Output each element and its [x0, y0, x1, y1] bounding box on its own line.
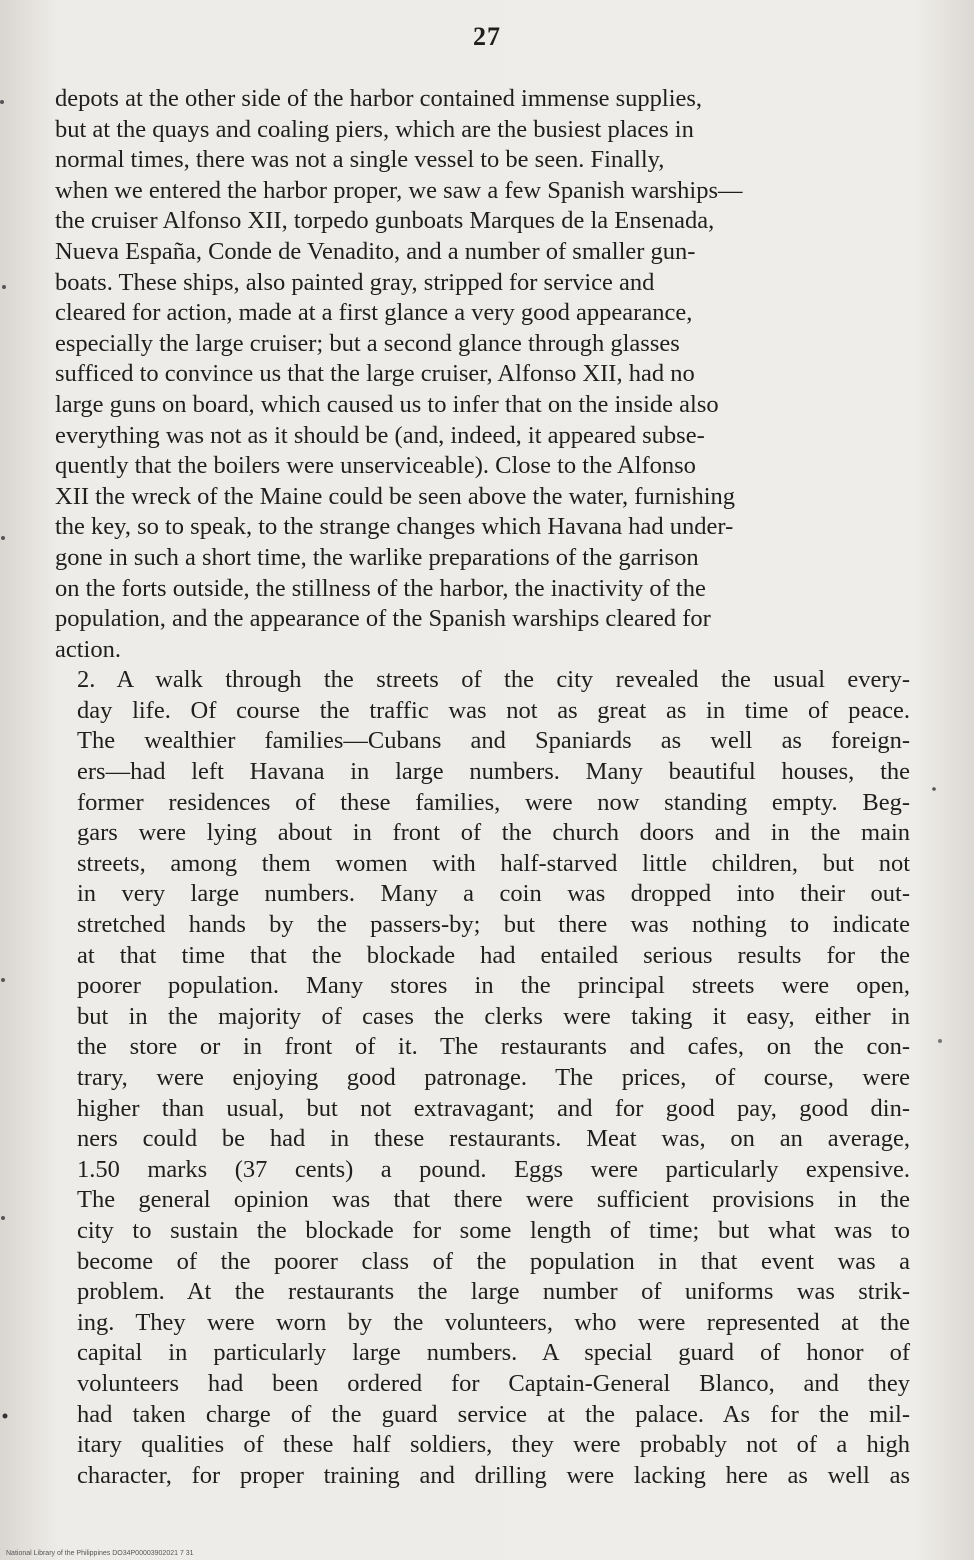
text-line: sufficed to convince us that the large cruiser, Alfonso XII, had no	[55, 360, 695, 388]
text-line: the store or in front of it. The restaurants and cafes, on the con-	[77, 1033, 910, 1061]
page-number: 27	[473, 22, 501, 51]
text-body	[55, 84, 910, 1491]
text-line: large guns on board, which caused us to infer that on the inside also	[55, 390, 719, 418]
text-line: quently that the boilers were unserviceable). Close to the Alfonso	[55, 452, 696, 480]
text-line: streets, among them women with half-starved little children, but not	[77, 849, 910, 877]
text-line: gars were lying about in front of the church doors and in the main	[77, 819, 910, 847]
text-line: had taken charge of the guard service at the palace. As for the mil-	[77, 1400, 910, 1428]
text-line: everything was not as it should be (and, indeed, it appeared subse-	[55, 421, 705, 449]
text-line: the key, so to speak, to the strange changes which Havana had under-	[55, 513, 734, 541]
text-line: boats. These ships, also painted gray, stripped for service and	[55, 268, 655, 296]
text-line: ners could be had in these restaurants. Meat was, on an average,	[77, 1125, 910, 1153]
speck-mark	[1, 978, 5, 982]
text-line: in very large numbers. Many a coin was dropped into their out-	[77, 880, 910, 908]
speck-mark	[1, 536, 5, 540]
text-line: action.	[55, 635, 121, 663]
library-footer: National Library of the Philippines DO34P00003902021 7 31	[6, 1550, 194, 1557]
text-line: normal times, there was not a single vessel to be seen. Finally,	[55, 146, 665, 174]
text-line: day life. Of course the traffic was not as great as in time of peace.	[77, 696, 910, 724]
text-line: 1.50 marks (37 cents) a pound. Eggs were particularly expensive.	[77, 1155, 910, 1183]
text-line: problem. At the restaurants the large number of uniforms was strik-	[77, 1278, 910, 1306]
speck-mark	[3, 1414, 8, 1419]
text-line: XII the wreck of the Maine could be seen above the water, furnishing	[55, 482, 736, 510]
text-line: trary, were enjoying good patronage. The prices, of course, were	[77, 1064, 910, 1091]
text-line: especially the large cruiser; but a second glance through glasses	[55, 329, 680, 357]
text-line: when we entered the harbor proper, we saw a few Spanish warships—	[55, 176, 743, 204]
text-line: but at the quays and coaling piers, which are the busiest places in	[55, 115, 694, 143]
text-line: population, and the appearance of the Spanish warships cleared for	[55, 605, 711, 633]
text-line: city to sustain the blockade for some length of time; but what was to	[77, 1216, 910, 1244]
text-line: former residences of these families, were now standing empty. Beg-	[77, 788, 910, 816]
speck-mark	[1, 1216, 5, 1220]
text-line: higher than usual, but not extravagant; and for good pay, good din-	[77, 1094, 910, 1122]
speck-mark	[2, 285, 6, 289]
text-line: cleared for action, made at a first glance a very good appearance,	[55, 299, 693, 327]
paragraph-2	[55, 665, 910, 1491]
text-line: on the forts outside, the stillness of the harbor, the inactivity of the	[55, 574, 706, 602]
speck-mark	[938, 1039, 942, 1043]
text-line: but in the majority of cases the clerks were taking it easy, either in	[77, 1002, 910, 1030]
text-line: Nueva España, Conde de Venadito, and a number of smaller gun-	[55, 237, 696, 265]
text-line: depots at the other side of the harbor contained immense supplies,	[55, 85, 703, 112]
text-line: volunteers had been ordered for Captain-General Blanco, and they	[77, 1369, 910, 1397]
text-line: capital in particularly large numbers. A special guard of honor of	[77, 1339, 910, 1367]
text-line: The wealthier families—Cubans and Spaniards as well as foreign-	[77, 727, 910, 755]
text-line: gone in such a short time, the warlike preparations of the garrison	[55, 543, 699, 571]
text-line: character, for proper training and drilling were lacking here as well as	[77, 1461, 910, 1489]
speck-mark	[0, 100, 4, 104]
text-line: become of the poorer class of the population in that event was a	[77, 1247, 910, 1275]
text-line: the cruiser Alfonso XII, torpedo gunboats Marques de la Ensenada,	[55, 207, 715, 235]
text-line: ing. They were worn by the volunteers, who were represented at the	[77, 1308, 910, 1336]
speck-mark	[932, 787, 936, 791]
text-line: stretched hands by the passers-by; but there was nothing to indicate	[77, 911, 910, 939]
text-line: The general opinion was that there were sufficient provisions in the	[77, 1186, 910, 1214]
paragraph-1	[55, 84, 910, 665]
text-line: poorer population. Many stores in the principal streets were open,	[77, 972, 910, 1000]
text-line: 2. A walk through the streets of the city revealed the usual every-	[77, 666, 910, 694]
text-line: itary qualities of these half soldiers, they were probably not of a high	[77, 1431, 910, 1459]
text-line: at that time that the blockade had entailed serious results for the	[77, 941, 910, 969]
text-line: ers—had left Havana in large numbers. Many beautiful houses, the	[77, 758, 910, 786]
